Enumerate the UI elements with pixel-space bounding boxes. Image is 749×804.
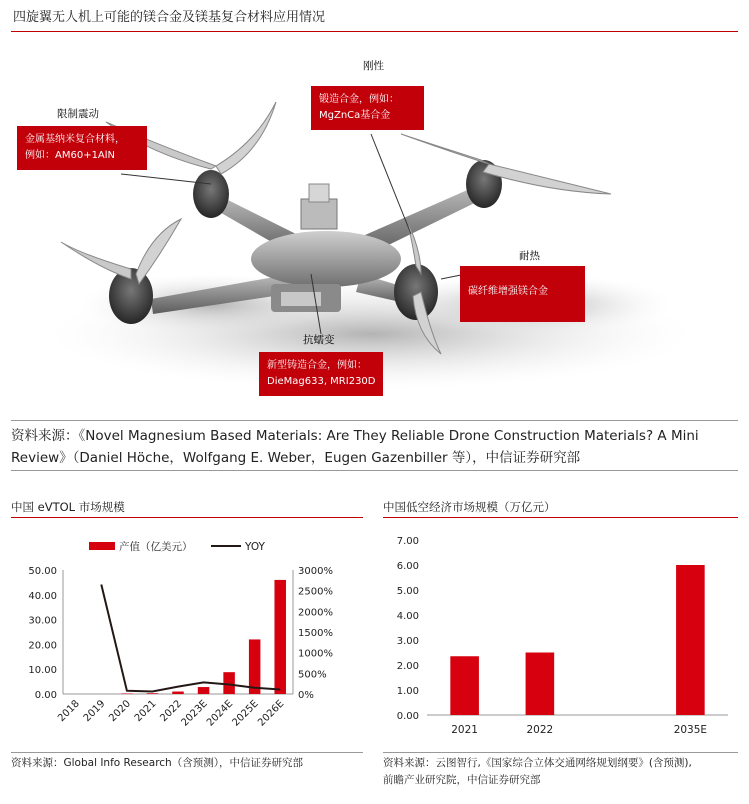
y-left-tick-label: 0.00 (34, 690, 57, 701)
callout-creep (259, 352, 383, 396)
x-tick-label: 2021 (132, 698, 159, 725)
market-bar (526, 653, 555, 716)
x-tick-label: 2024E (204, 698, 236, 729)
callout-heat-line1: 碳纤维增强镁合金 (468, 286, 548, 297)
y-tick-label: 6.00 (396, 561, 419, 572)
evtol-bar (249, 639, 261, 694)
y-right-tick-label: 500% (298, 669, 327, 681)
callout-creep-head: 抗蠕变 (303, 334, 335, 346)
low-altitude-chart (383, 520, 738, 752)
callout-rigidity (311, 86, 424, 130)
y-tick-label: 4.00 (396, 611, 419, 622)
x-tick-label: 2023E (179, 698, 210, 729)
evtol-chart-source: 资料来源：Global Info Research（含预测），中信证券研究部 (11, 752, 363, 772)
y-tick-label: 2.00 (396, 661, 419, 672)
evtol-chart (11, 520, 363, 752)
drone-source-line1: 资料来源：《Novel Magnesium Based Materials: Are They Reliable Drone Construction Materials? A Mini (11, 428, 699, 444)
y-tick-label: 1.00 (396, 686, 419, 697)
legend-bar-label: 产值（亿美元） (119, 541, 193, 553)
callout-rigidity-line1: 锻造合金，例如： (319, 94, 399, 105)
evtol-bar (198, 687, 210, 694)
y-tick-label: 7.00 (396, 536, 419, 547)
callout-rigidity-line2: MgZnCa基合金 (319, 110, 391, 121)
top-divider (11, 470, 738, 471)
callout-vibration-line1: 金属基纳米复合材料， (25, 134, 125, 145)
evtol-bar (223, 672, 235, 694)
drone-illustration (11, 34, 738, 418)
x-tick-label: 2026E (256, 698, 287, 729)
evtol-bar (147, 693, 159, 694)
y-right-tick-label: 0% (298, 690, 314, 701)
callout-heat (460, 266, 585, 322)
y-tick-label: 0.00 (396, 711, 419, 722)
callout-vibration-head: 限制震动 (57, 108, 99, 120)
drone-figure-title: 四旋翼无人机上可能的镁合金及镁基复合材料应用情况 (11, 6, 738, 32)
low-altitude-chart-source (383, 752, 738, 789)
y-tick-label: 5.00 (396, 586, 419, 597)
x-tick-label: 2021 (451, 724, 478, 736)
evtol-chart-title: 中国 eVTOL 市场规模 (11, 498, 363, 518)
evtol-bar (172, 692, 184, 694)
callout-vibration (17, 126, 147, 170)
callout-creep-line1: 新型铸造合金，例如： (267, 360, 367, 371)
low-altitude-chart-title: 中国低空经济市场规模（万亿元） (383, 498, 738, 518)
y-left-tick-label: 50.00 (28, 566, 57, 577)
x-tick-label: 2018 (56, 698, 82, 725)
y-right-tick-label: 3000% (298, 566, 333, 577)
evtol-bar (274, 580, 286, 694)
callout-heat-head: 耐热 (519, 250, 540, 262)
low-altitude-source-line2: 前瞻产业研究院，中信证券研究部 (383, 774, 541, 786)
x-tick-label: 2025E (230, 698, 261, 729)
x-tick-label: 2022 (158, 698, 185, 725)
x-tick-label: 2035E (673, 724, 708, 736)
callout-vibration-line2: 例如：AM60+1AlN (25, 150, 116, 161)
low-altitude-source-line1: 资料来源：云图智行,《国家综合立体交通网络规划纲要》(含预测), (383, 757, 692, 769)
callout-rigidity-head: 刚性 (363, 60, 384, 72)
x-tick-label: 2020 (107, 698, 134, 725)
callout-creep-line2: DieMag633, MRI230D (267, 376, 376, 387)
y-tick-label: 3.00 (396, 636, 419, 647)
y-right-tick-label: 2000% (298, 607, 333, 619)
market-bar (676, 565, 705, 715)
y-left-tick-label: 40.00 (28, 590, 57, 602)
x-tick-label: 2022 (526, 724, 554, 736)
market-bar (450, 656, 479, 715)
y-right-tick-label: 1500% (298, 628, 333, 639)
y-left-tick-label: 30.00 (28, 615, 57, 627)
x-tick-label: 2019 (81, 698, 108, 725)
y-left-tick-label: 20.00 (28, 640, 57, 652)
legend-line-label: YOY (245, 541, 265, 553)
drone-figure-source (11, 420, 738, 469)
y-left-tick-label: 10.00 (28, 665, 57, 677)
y-right-tick-label: 1000% (298, 648, 333, 660)
legend-bar-swatch (89, 542, 115, 550)
drone-source-line2: Review》（Daniel Höche，Wolfgang E. Weber，Eugen Gazenbiller 等），中信证券研究部 (11, 450, 581, 466)
y-right-tick-label: 2500% (298, 586, 333, 598)
